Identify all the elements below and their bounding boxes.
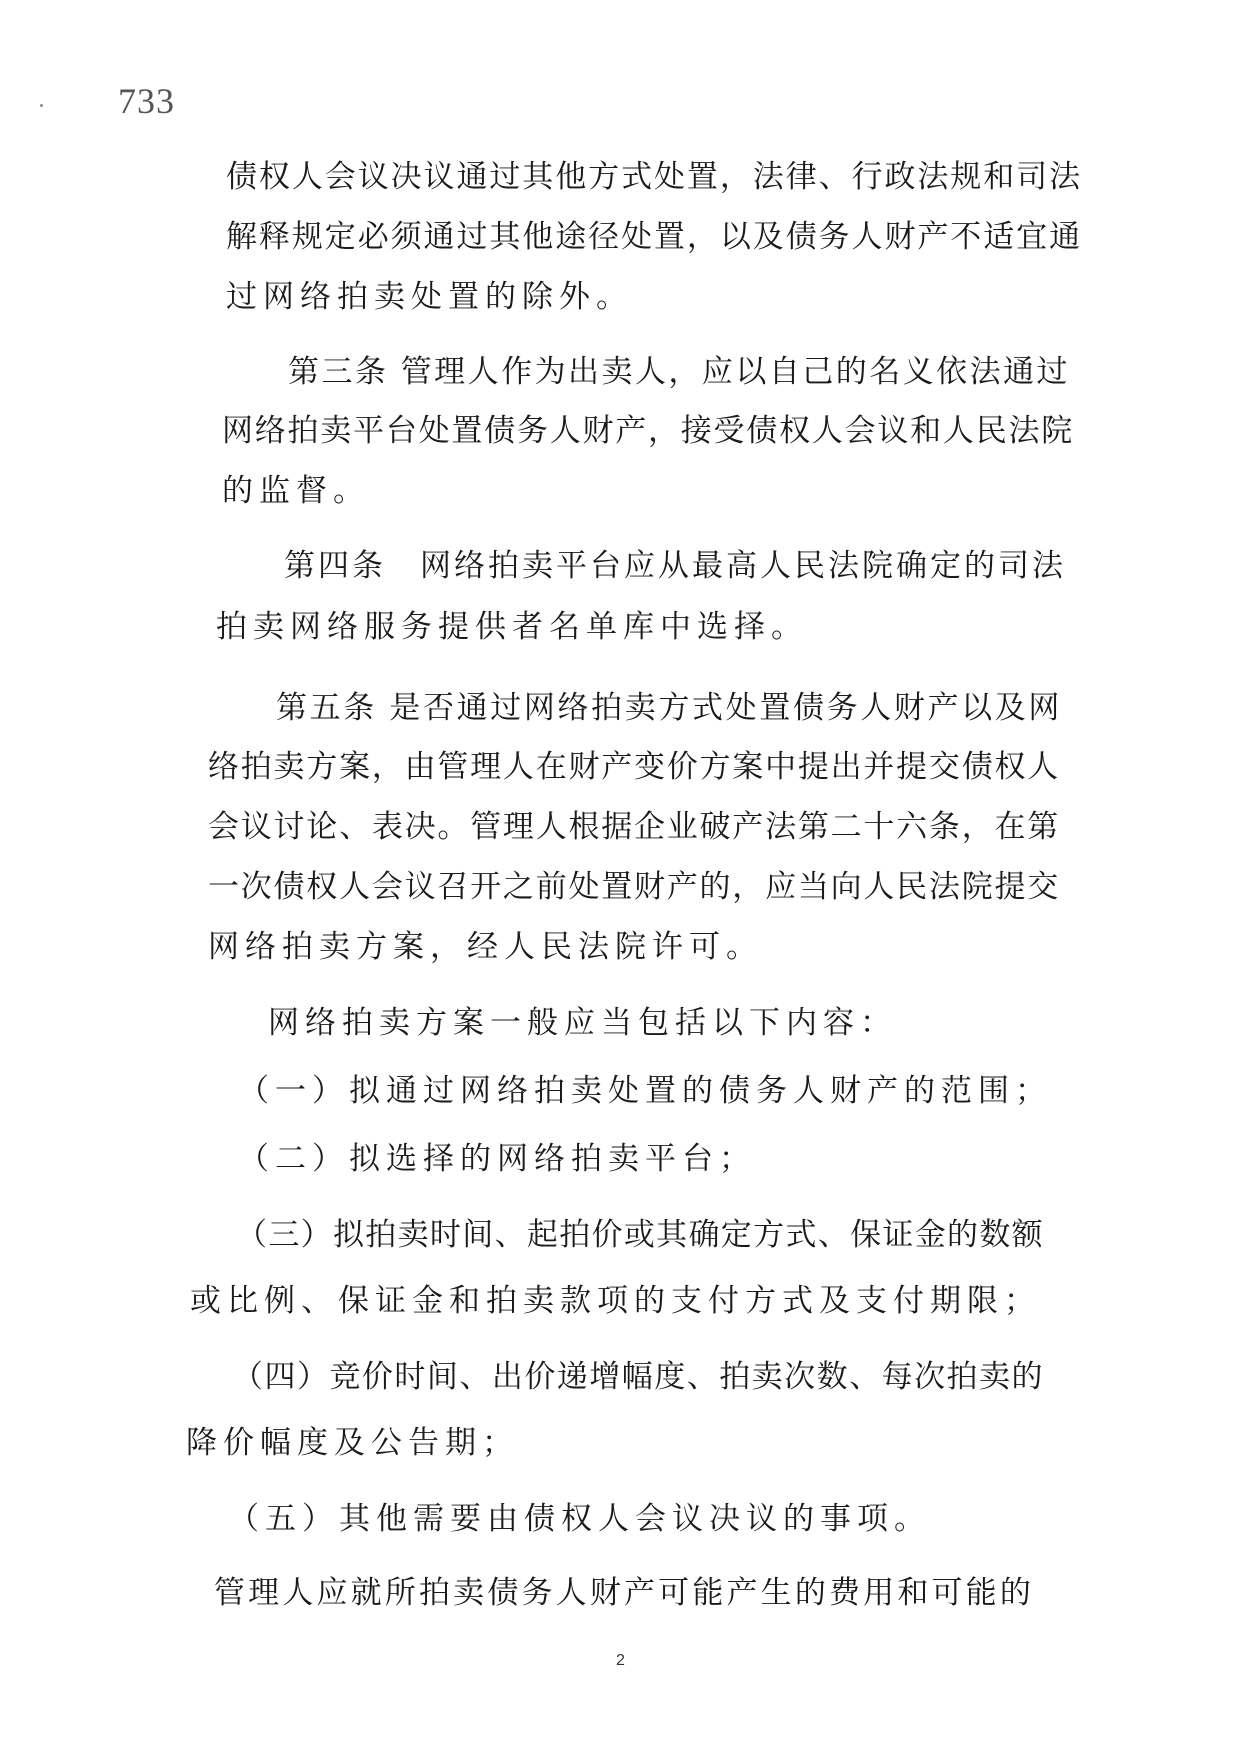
text-line: 解释规定必须通过其他途径处置，以及债务人财产不适宜通 [226, 219, 1082, 255]
text-line: 网络拍卖平台处置债务人财产，接受债权人会议和人民法院 [222, 413, 1074, 449]
text-line: （三）拟拍卖时间、起拍价或其确定方式、保证金的数额 [236, 1217, 1044, 1253]
text-line: 络拍卖方案，由管理人在财产变价方案中提出并提交债权人 [208, 749, 1060, 785]
text-line: （五）其他需要由债权人会议决议的事项。 [228, 1501, 931, 1537]
text-line: 网络拍卖方案一般应当包括以下内容： [268, 1005, 897, 1041]
text-line: 管理人应就所拍卖债务人财产可能产生的费用和可能的 [214, 1575, 1034, 1611]
text-line: 一次债权人会议召开之前处置财产的，应当向人民法院提交 [208, 869, 1060, 905]
text-line: 降价幅度及公告期； [186, 1425, 519, 1461]
text-line: 第四条 网络拍卖平台应从最高人民法院确定的司法 [284, 548, 1066, 584]
text-line: 拍卖网络服务提供者名单库中选择。 [216, 609, 808, 645]
text-line: 债权人会议决议通过其他方式处置，法律、行政法规和司法 [226, 159, 1082, 195]
page-number: 2 [616, 1652, 625, 1669]
text-line: 第五条 是否通过网络拍卖方式处置债务人财产以及网 [276, 690, 1062, 726]
text-line: （一）拟通过网络拍卖处置的债务人财产的范围； [238, 1073, 1052, 1109]
text-line: 的监督。 [222, 473, 370, 509]
scan-speck [40, 104, 43, 107]
text-line: 网络拍卖方案，经人民法院许可。 [208, 929, 763, 965]
text-line: 会议讨论、表决。管理人根据企业破产法第二十六条，在第 [208, 809, 1060, 845]
handwritten-stamp-number: 733 [118, 81, 175, 121]
text-line: 或比例、保证金和拍卖款项的支付方式及支付期限； [190, 1283, 1041, 1319]
text-line: （二）拟选择的网络拍卖平台； [238, 1141, 756, 1177]
text-line: 过网络拍卖处置的除外。 [226, 279, 633, 315]
text-line: （四）竞价时间、出价递增幅度、拍卖次数、每次拍卖的 [232, 1359, 1044, 1395]
text-line: 第三条 管理人作为出卖人，应以自己的名义依法通过 [288, 354, 1070, 390]
